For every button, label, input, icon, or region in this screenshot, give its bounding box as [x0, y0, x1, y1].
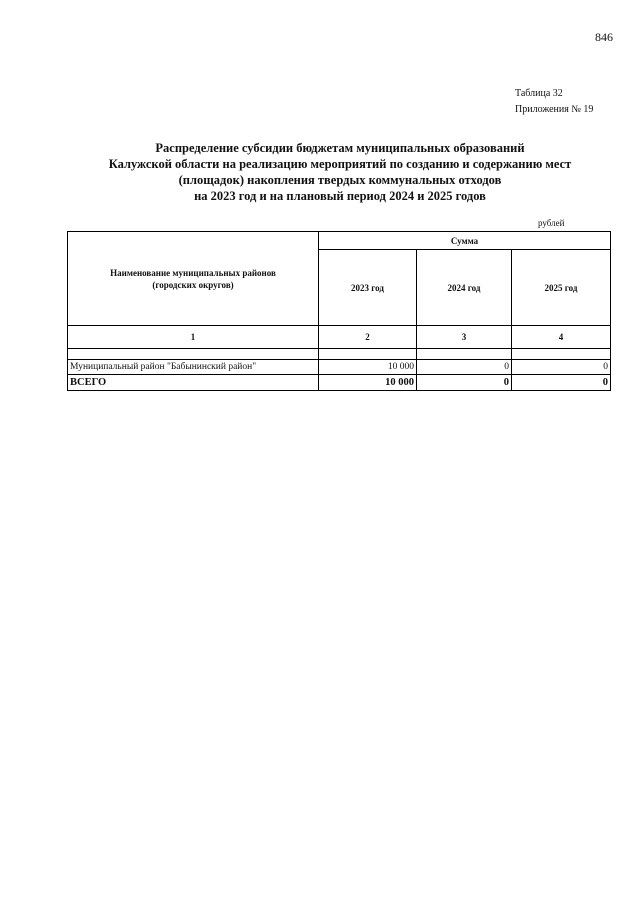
row-value-2025: 0 — [512, 360, 611, 375]
title-line-1: Распределение субсидии бюджетам муниципальных образований — [155, 141, 525, 155]
header-year-2023: 2023 год — [319, 250, 417, 326]
page-number: 846 — [595, 30, 613, 44]
row-value-2023: 10 000 — [319, 360, 417, 375]
header-sum: Сумма — [319, 232, 611, 250]
spacer-cell — [68, 349, 319, 360]
subsidy-table — [67, 231, 611, 391]
total-label: ВСЕГО — [68, 375, 319, 391]
units-label: рублей — [538, 218, 565, 228]
document-title — [60, 140, 620, 204]
spacer-cell — [512, 349, 611, 360]
header-year-2024: 2024 год — [417, 250, 512, 326]
table-label: Таблица 32 — [515, 88, 563, 99]
header-year-2025: 2025 год — [512, 250, 611, 326]
column-number-4: 4 — [512, 326, 611, 349]
table-row — [68, 360, 611, 375]
title-line-3: (площадок) накопления твердых коммунальных отходов — [178, 173, 502, 187]
row-value-2024: 0 — [417, 360, 512, 375]
table-reference — [515, 86, 593, 118]
header-name-line-2: (городских округов) — [152, 279, 234, 290]
total-value-2025: 0 — [512, 375, 611, 391]
column-number-3: 3 — [417, 326, 512, 349]
header-name-column — [68, 232, 319, 326]
appendix-label: Приложения № 19 — [515, 104, 594, 115]
column-number-1: 1 — [68, 326, 319, 349]
spacer-cell — [319, 349, 417, 360]
title-line-2: Калужской области на реализацию мероприятий по созданию и содержанию мест — [108, 157, 572, 171]
total-value-2023: 10 000 — [319, 375, 417, 391]
title-line-4: на 2023 год и на плановый период 2024 и 2025 годов — [194, 189, 486, 203]
spacer-cell — [417, 349, 512, 360]
column-number-row — [68, 326, 611, 349]
column-number-2: 2 — [319, 326, 417, 349]
header-name-line-1: Наименование муниципальных районов — [110, 267, 276, 278]
spacer-row — [68, 349, 611, 360]
total-value-2024: 0 — [417, 375, 512, 391]
total-row — [68, 375, 611, 391]
row-name: Муниципальный район "Бабынинский район" — [68, 360, 319, 375]
